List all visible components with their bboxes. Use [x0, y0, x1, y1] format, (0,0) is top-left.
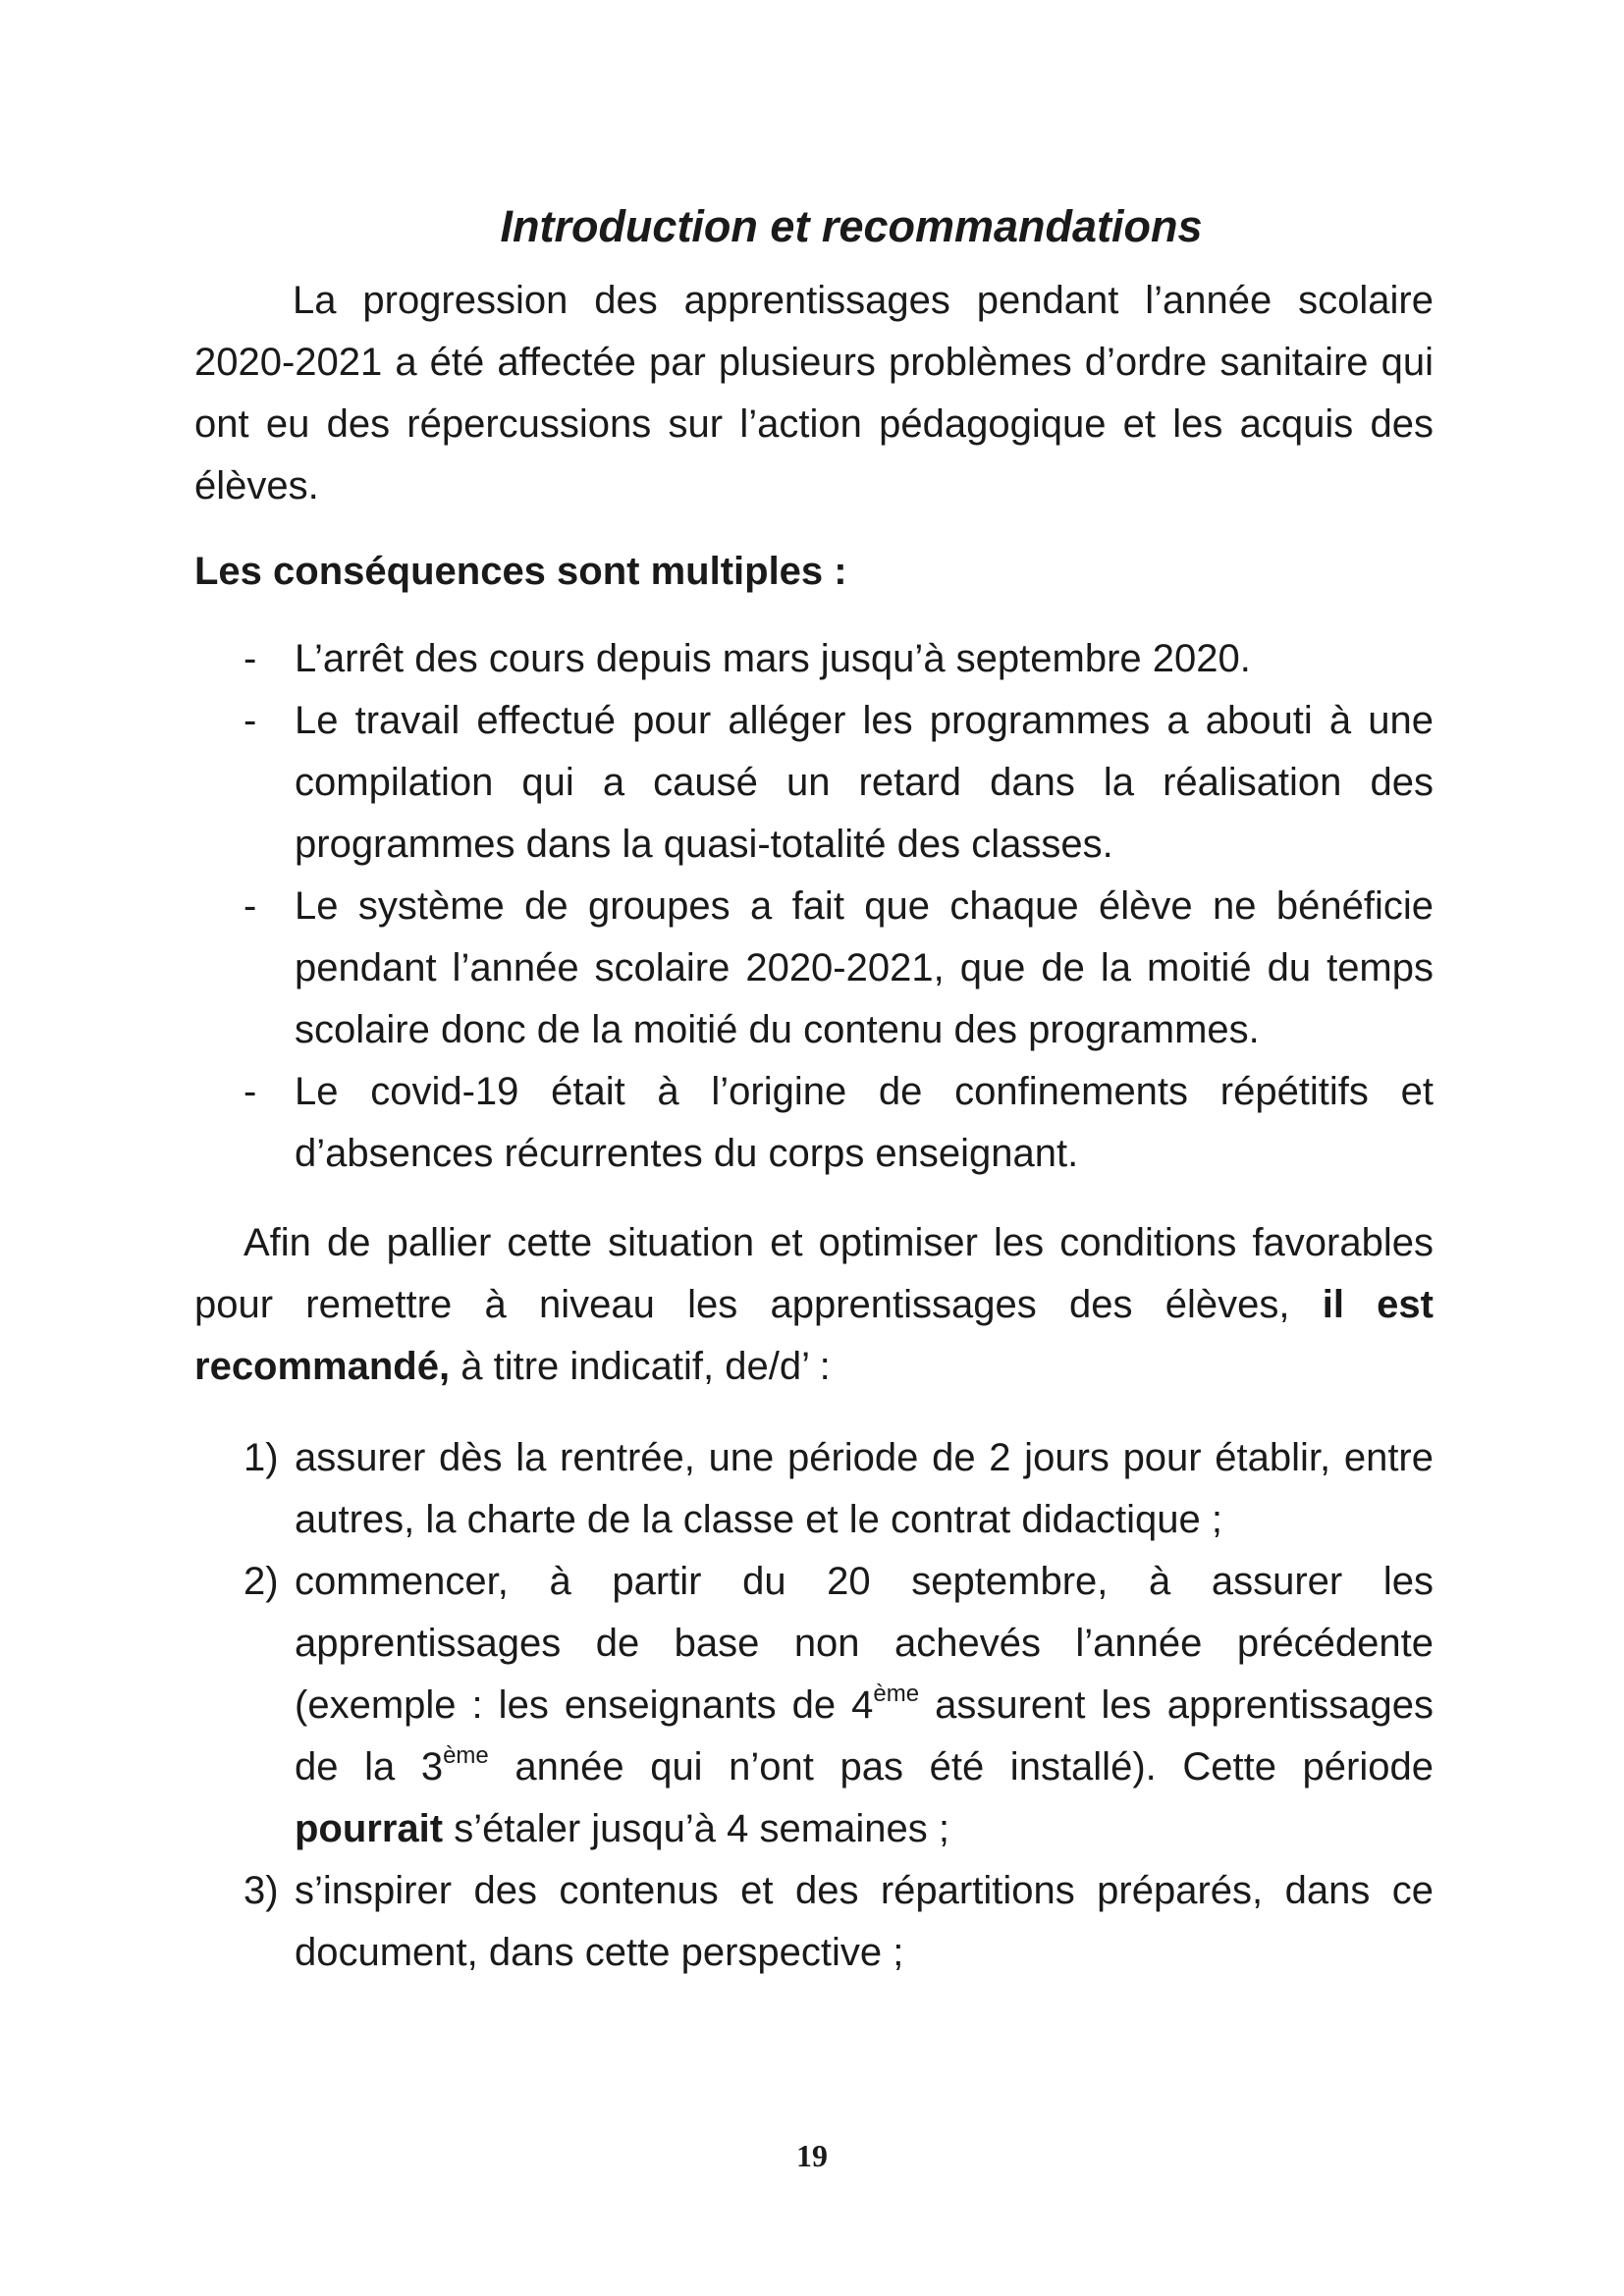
- recommendation-item: [194, 1860, 1434, 1984]
- recommendation-number: 1): [244, 1436, 279, 1479]
- recommendation-intro-text: Afin de pallier cette situation et optimiser les conditions favorables pour remettre à niveau les apprentissages des élèves,: [194, 1221, 1434, 1326]
- recommendation-intro-paragraph: [194, 1212, 1434, 1398]
- document-page: [194, 191, 1434, 1984]
- recommendation-text: assurer dès la rentrée, une période de 2 jours pour établir, entre autres, la charte de la classe et le contrat didactique ;: [295, 1436, 1434, 1541]
- page-number: 19: [796, 2138, 828, 2173]
- dash-bullet: -: [244, 637, 257, 680]
- recommendation-text-part: s’étaler jusqu’à 4 semaines ;: [443, 1807, 949, 1850]
- recommendation-text-part: assurent les apprentissages de la 3: [295, 1683, 1434, 1789]
- recommendation-item: [194, 1551, 1434, 1860]
- superscript: ème: [443, 1742, 489, 1769]
- consequence-text: Le travail effectué pour alléger les programmes a abouti à une compilation qui a causé un retard dans la réalisation des programmes dans la quasi-totalité des classes.: [295, 699, 1434, 866]
- recommendation-number: 3): [244, 1869, 279, 1912]
- consequence-item: [194, 690, 1434, 876]
- intro-paragraph: La progression des apprentissages pendant l’année scolaire 2020-2021 a été affectée par plusieurs problèmes d’ordre sanitaire qui ont eu des répercussions sur l’action pédagogique et les acquis des élèves.: [194, 279, 1434, 507]
- dash-bullet: -: [244, 1070, 257, 1113]
- recommendation-item: [194, 1427, 1434, 1551]
- recommendation-text-part: année qui n’ont pas été installé). Cette période: [488, 1745, 1434, 1789]
- consequence-text: L’arrêt des cours depuis mars jusqu’à septembre 2020.: [295, 637, 1251, 680]
- recommendation-number: 2): [244, 1560, 279, 1603]
- recommendation-text: [295, 1560, 1434, 1850]
- consequence-item: [194, 1061, 1434, 1185]
- recommendation-text: s’inspirer des contenus et des répartitions préparés, dans ce document, dans cette perspective ;: [295, 1869, 1434, 1974]
- consequence-item: [194, 628, 1434, 690]
- recommendation-text-part: commencer, à partir du 20 septembre, à assurer les apprentissages de base non achevés l’année précédente (exemple : les enseignants de 4: [295, 1560, 1434, 1727]
- consequence-text: Le covid-19 était à l’origine de confinements répétitifs et d’absences récurrentes du corps enseignant.: [295, 1070, 1434, 1175]
- recommendation-intro-suffix: à titre indicatif, de/d’ :: [450, 1345, 831, 1388]
- recommendation-emphasis: il est recommandé,: [194, 1283, 1434, 1388]
- superscript: ème: [873, 1681, 920, 1707]
- page-title: Introduction et recommandations: [500, 201, 1203, 251]
- consequence-text: Le système de groupes a fait que chaque élève ne bénéficie pendant l’année scolaire 2020-2021, que de la moitié du temps scolaire donc de la moitié du contenu des programmes.: [295, 884, 1434, 1051]
- consequences-list: [194, 628, 1434, 1185]
- consequence-item: [194, 876, 1434, 1061]
- dash-bullet: -: [244, 884, 257, 928]
- recommendation-emphasis: pourrait: [295, 1807, 444, 1850]
- recommendations-list: [194, 1427, 1434, 1984]
- consequences-heading: Les conséquences sont multiples :: [194, 550, 847, 593]
- dash-bullet: -: [244, 699, 257, 742]
